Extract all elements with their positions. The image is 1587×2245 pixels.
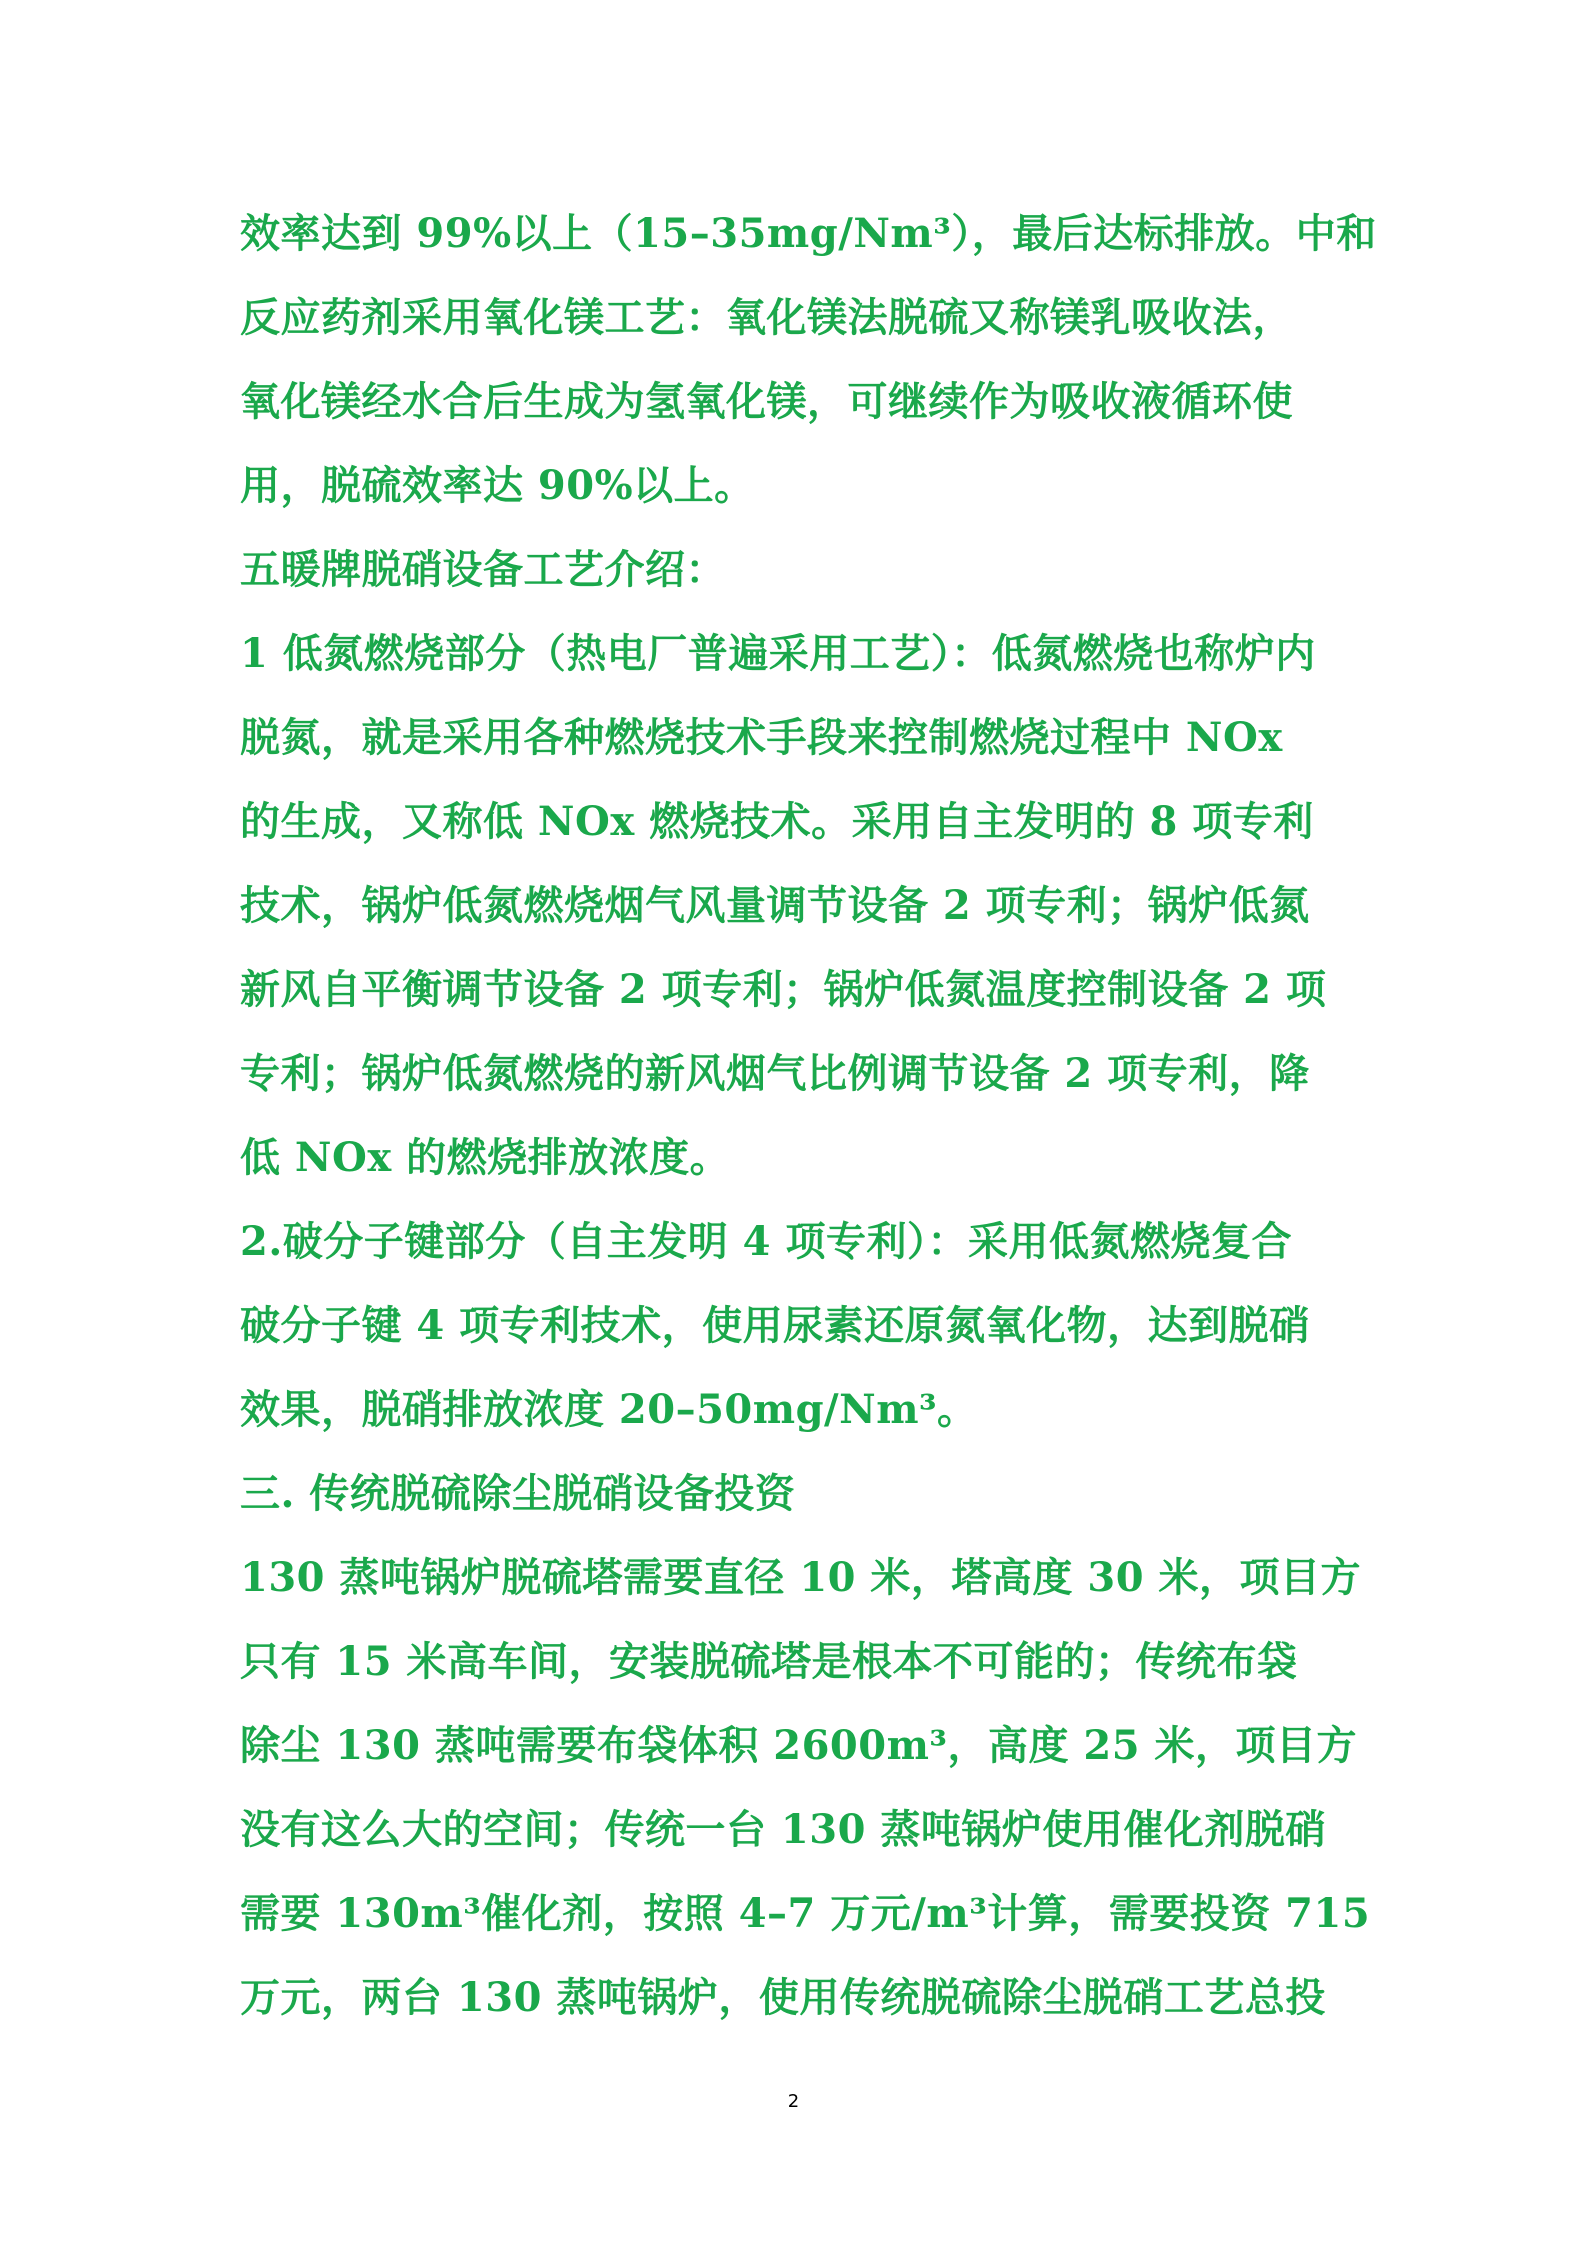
body-text-line: 2.破分子键部分（自主发明 4 项专利）：采用低氮燃烧复合 [240,1218,1292,1265]
body-text-line: 需要 130m³催化剂，按照 4–7 万元/m³计算，需要投资 715 [240,1890,1371,1937]
body-text-line: 反应药剂采用氧化镁工艺：氧化镁法脱硫又称镁乳吸收法， [240,294,1293,341]
body-text-line: 的生成，又称低 NOx 燃烧技术。采用自主发明的 8 项专利 [240,798,1314,845]
body-text-line: 技术，锅炉低氮燃烧烟气风量调节设备 2 项专利；锅炉低氮 [240,882,1310,929]
body-text-line: 用，脱硫效率达 90%以上。 [240,462,755,509]
body-text-line: 130 蒸吨锅炉脱硫塔需要直径 10 米，塔高度 30 米，项目方 [240,1554,1361,1601]
body-text-line: 专利；锅炉低氮燃烧的新风烟气比例调节设备 2 项专利，降 [240,1050,1310,1097]
body-text-line: 破分子键 4 项专利技术，使用尿素还原氮氧化物，达到脱硝 [240,1302,1310,1349]
section-heading: 三. 传统脱硫除尘脱硝设备投资 [240,1470,796,1517]
body-text-line: 脱氮，就是采用各种燃烧技术手段来控制燃烧过程中 NOx [240,714,1283,761]
body-text-line: 万元，两台 130 蒸吨锅炉，使用传统脱硫除尘脱硝工艺总投 [240,1974,1326,2021]
body-text-line: 只有 15 米高车间，安装脱硫塔是根本不可能的；传统布袋 [240,1638,1298,1685]
body-text-line: 效果，脱硝排放浓度 20–50mg/Nm³。 [240,1386,978,1433]
body-text-line: 效率达到 99%以上（15–35mg/Nm³），最后达标排放。中和 [240,210,1377,257]
body-text-line: 除尘 130 蒸吨需要布袋体积 2600m³，高度 25 米，项目方 [240,1722,1357,1769]
body-text-line: 新风自平衡调节设备 2 项专利；锅炉低氮温度控制设备 2 项 [240,966,1327,1013]
body-text-line: 氧化镁经水合后生成为氢氧化镁，可继续作为吸收液循环使 [240,378,1293,425]
body-text-line: 没有这么大的空间；传统一台 130 蒸吨锅炉使用催化剂脱硝 [240,1806,1326,1853]
body-text-line: 1 低氮燃烧部分（热电厂普遍采用工艺）：低氮燃烧也称炉内 [240,630,1316,677]
page-number: 2 [787,2091,800,2112]
section-heading: 五暖牌脱硝设备工艺介绍： [240,546,726,593]
body-text-line: 低 NOx 的燃烧排放浓度。 [240,1134,731,1181]
